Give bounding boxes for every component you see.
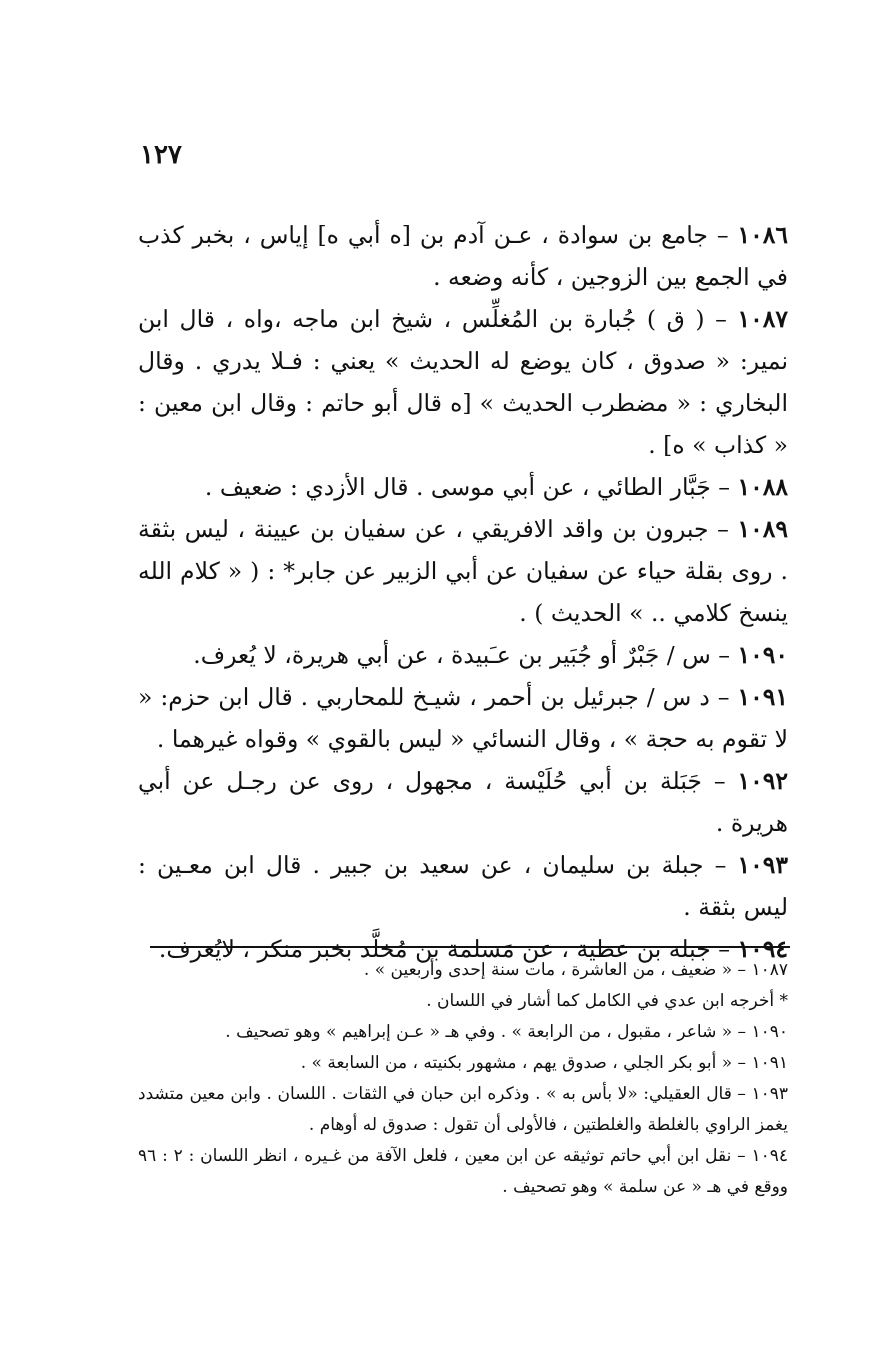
footnote-asterisk (138, 986, 788, 1017)
entry-text: د س / جبرئيل بن أحمر ، شيـخ للمحاربي . قال ابن حزم: « لا تقوم به حجة » ، وقال النسائي « ليس بالقوي » وقواه غيرهما . (138, 683, 788, 753)
entry-number: ١٠٩١ (737, 683, 788, 711)
entry-1090: ١٠٩٠ – س / جَبْرٌ أو جُبَير بن عـَبيدة ، عن أبي هريرة، لا يُعرف. (193, 641, 788, 669)
entry-number: ١٠٨٨ (737, 473, 788, 501)
footnote-1094: ١٠٩٤ – نقل ابن أبي حاتم توثيقه عن ابن معين ، فلعل الآفة من غـيره ، انظر اللسان : ٢ : ٩٦ ووقع في هـ « عن سلمة » وهو تصحيف . (138, 1146, 788, 1197)
entry-1086: ١٠٨٦ – جامع بن سوادة ، عـن آدم بن [ه أبي ه] إياس ، بخبر كذب في الجمع بين الزوجين ، كأنه وضعه . (138, 221, 788, 291)
entry-number: ١٠٩٠ (737, 641, 788, 669)
entry-text: س / جَبْرٌ أو جُبَير بن عـَبيدة ، عن أبي هريرة، لا يُعرف. (193, 641, 711, 669)
footnote-text: أخرجه ابن عدي في الكامل كما أشار في اللسان . (426, 991, 775, 1011)
entry-1093: ١٠٩٣ – جبلة بن سليمان ، عن سعيد بن جبير . قال ابن معـين : ليس بثقة . (138, 851, 788, 921)
entry-number: ١٠٩٣ (737, 851, 788, 879)
footnote-number: ١٠٩١ (751, 1053, 788, 1073)
entry-number: ١٠٩٤ (737, 935, 788, 963)
entry-1087: ١٠٨٧ – ( ق ) جُبارة بن المُغلِّس ، شيخ ابن ماجه ،واه ، قال ابن نمير: « صدوق ، كان يوضع له الحديث » يعني : فـلا يدري . وقال البخاري : « مضطرب الحديث » [ه قال أبو حاتم : وقال ابن معين : « كذاب » ه] . (138, 305, 788, 459)
footnote-text: « شاعر ، مقبول ، من الرابعة » . وفي هـ « عـن إبراهيم » وهو تصحيف . (225, 1022, 733, 1042)
entry-text: جامع بن سوادة ، عـن آدم بن [ه أبي ه] إياس ، بخبر كذب في الجمع بين الزوجين ، كأنه وضعه . (138, 221, 788, 291)
footnote-text: « أبو بكر الجلي ، صدوق يهم ، مشهور بكنيته ، من السابعة » . (300, 1053, 733, 1073)
footnote-number: ١٠٩٣ (751, 1084, 788, 1104)
footnote-1091: ١٠٩١ – « أبو بكر الجلي ، صدوق يهم ، مشهور بكنيته ، من السابعة » . (300, 1053, 788, 1073)
footnote-text: قال العقيلي: «لا بأس به » . وذكره ابن حبان في الثقات . اللسان . وابن معين متشدد يغمز الراوي بالغلطة والغلطتين ، فالأولى أن تقول : صدوق له أوهام . (138, 1084, 788, 1135)
entry-number: ١٠٨٧ (737, 305, 788, 333)
entry-1089: ١٠٨٩ – جبرون بن واقد الافريقي ، عن سفيان بن عيينة ، ليس بثقة . روى بقلة حياء عن سفيان عن أبي الزبير عن جابر* : ( « كلام الله ينسخ كلامي .. » الحديث ) . (138, 515, 788, 627)
footnote-number: ١٠٨٧ (751, 960, 788, 980)
entry-number: ١٠٩٢ (737, 767, 788, 795)
footnote-divider (150, 946, 790, 948)
footnote-1087: ١٠٨٧ – « ضعيف ، من العاشرة ، مات سنة إحدى وأربعين » . (363, 960, 788, 980)
main-text (138, 214, 788, 970)
entry-1091: ١٠٩١ – د س / جبرئيل بن أحمر ، شيـخ للمحاربي . قال ابن حزم: « لا تقوم به حجة » ، وقال النسائي « ليس بالقوي » وقواه غيرهما . (138, 683, 788, 753)
entry-number: ١٠٨٦ (737, 221, 788, 249)
entry-text: جبرون بن واقد الافريقي ، عن سفيان بن عيينة ، ليس بثقة . روى بقلة حياء عن سفيان عن أبي الزبير عن جابر* : ( « كلام الله ينسخ كلامي .. » الحديث ) . (138, 515, 788, 627)
entry-number: ١٠٨٩ (737, 515, 788, 543)
entry-1088: ١٠٨٨ – جَبَّار الطائي ، عن أبي موسى . قال الأزدي : ضعيف . (204, 473, 788, 501)
footnote-number: ١٠٩٠ (751, 1022, 788, 1042)
entry-text: جَبَلة بن أبي حُلَيْسة ، مجهول ، روى عن رجـل عن أبي هريرة . (138, 767, 788, 837)
footnote-1090: ١٠٩٠ – « شاعر ، مقبول ، من الرابعة » . وفي هـ « عـن إبراهيم » وهو تصحيف . (225, 1022, 788, 1042)
footnote-text: نقل ابن أبي حاتم توثيقه عن ابن معين ، فلعل الآفة من غـيره ، انظر اللسان : ٢ : ٩٦ ووقع في هـ « عن سلمة » وهو تصحيف . (138, 1146, 788, 1197)
footnote-text: « ضعيف ، من العاشرة ، مات سنة إحدى وأربعين » . (363, 960, 733, 980)
entry-text: جَبَّار الطائي ، عن أبي موسى . قال الأزدي : ضعيف . (204, 473, 711, 501)
entry-1094: ١٠٩٤ – جبله بن عطية ، عن مَسلمة بن مُخلَّد بخبر منكر ، لايُعرف. (158, 935, 788, 963)
footnote-number: * (779, 991, 788, 1011)
entry-text: جبلة بن سليمان ، عن سعيد بن جبير . قال ابن معـين : ليس بثقة . (138, 851, 788, 921)
page-number: ١٢٧ (140, 140, 182, 170)
footnote-number: ١٠٩٤ (751, 1146, 788, 1166)
footnote-1093: ١٠٩٣ – قال العقيلي: «لا بأس به » . وذكره ابن حبان في الثقات . اللسان . وابن معين متشدد يغمز الراوي بالغلطة والغلطتين ، فالأولى أن تقول : صدوق له أوهام . (138, 1084, 788, 1135)
footnotes (138, 955, 788, 1203)
entry-text: ( ق ) جُبارة بن المُغلِّس ، شيخ ابن ماجه ،واه ، قال ابن نمير: « صدوق ، كان يوضع له الحديث » يعني : فـلا يدري . وقال البخاري : « مضطرب الحديث » [ه قال أبو حاتم : وقال ابن معين : « كذاب » ه] . (138, 305, 788, 459)
entry-text: جبله بن عطية ، عن مَسلمة بن مُخلَّد بخبر منكر ، لايُعرف. (158, 935, 711, 963)
entry-1092: ١٠٩٢ – جَبَلة بن أبي حُلَيْسة ، مجهول ، روى عن رجـل عن أبي هريرة . (138, 767, 788, 837)
